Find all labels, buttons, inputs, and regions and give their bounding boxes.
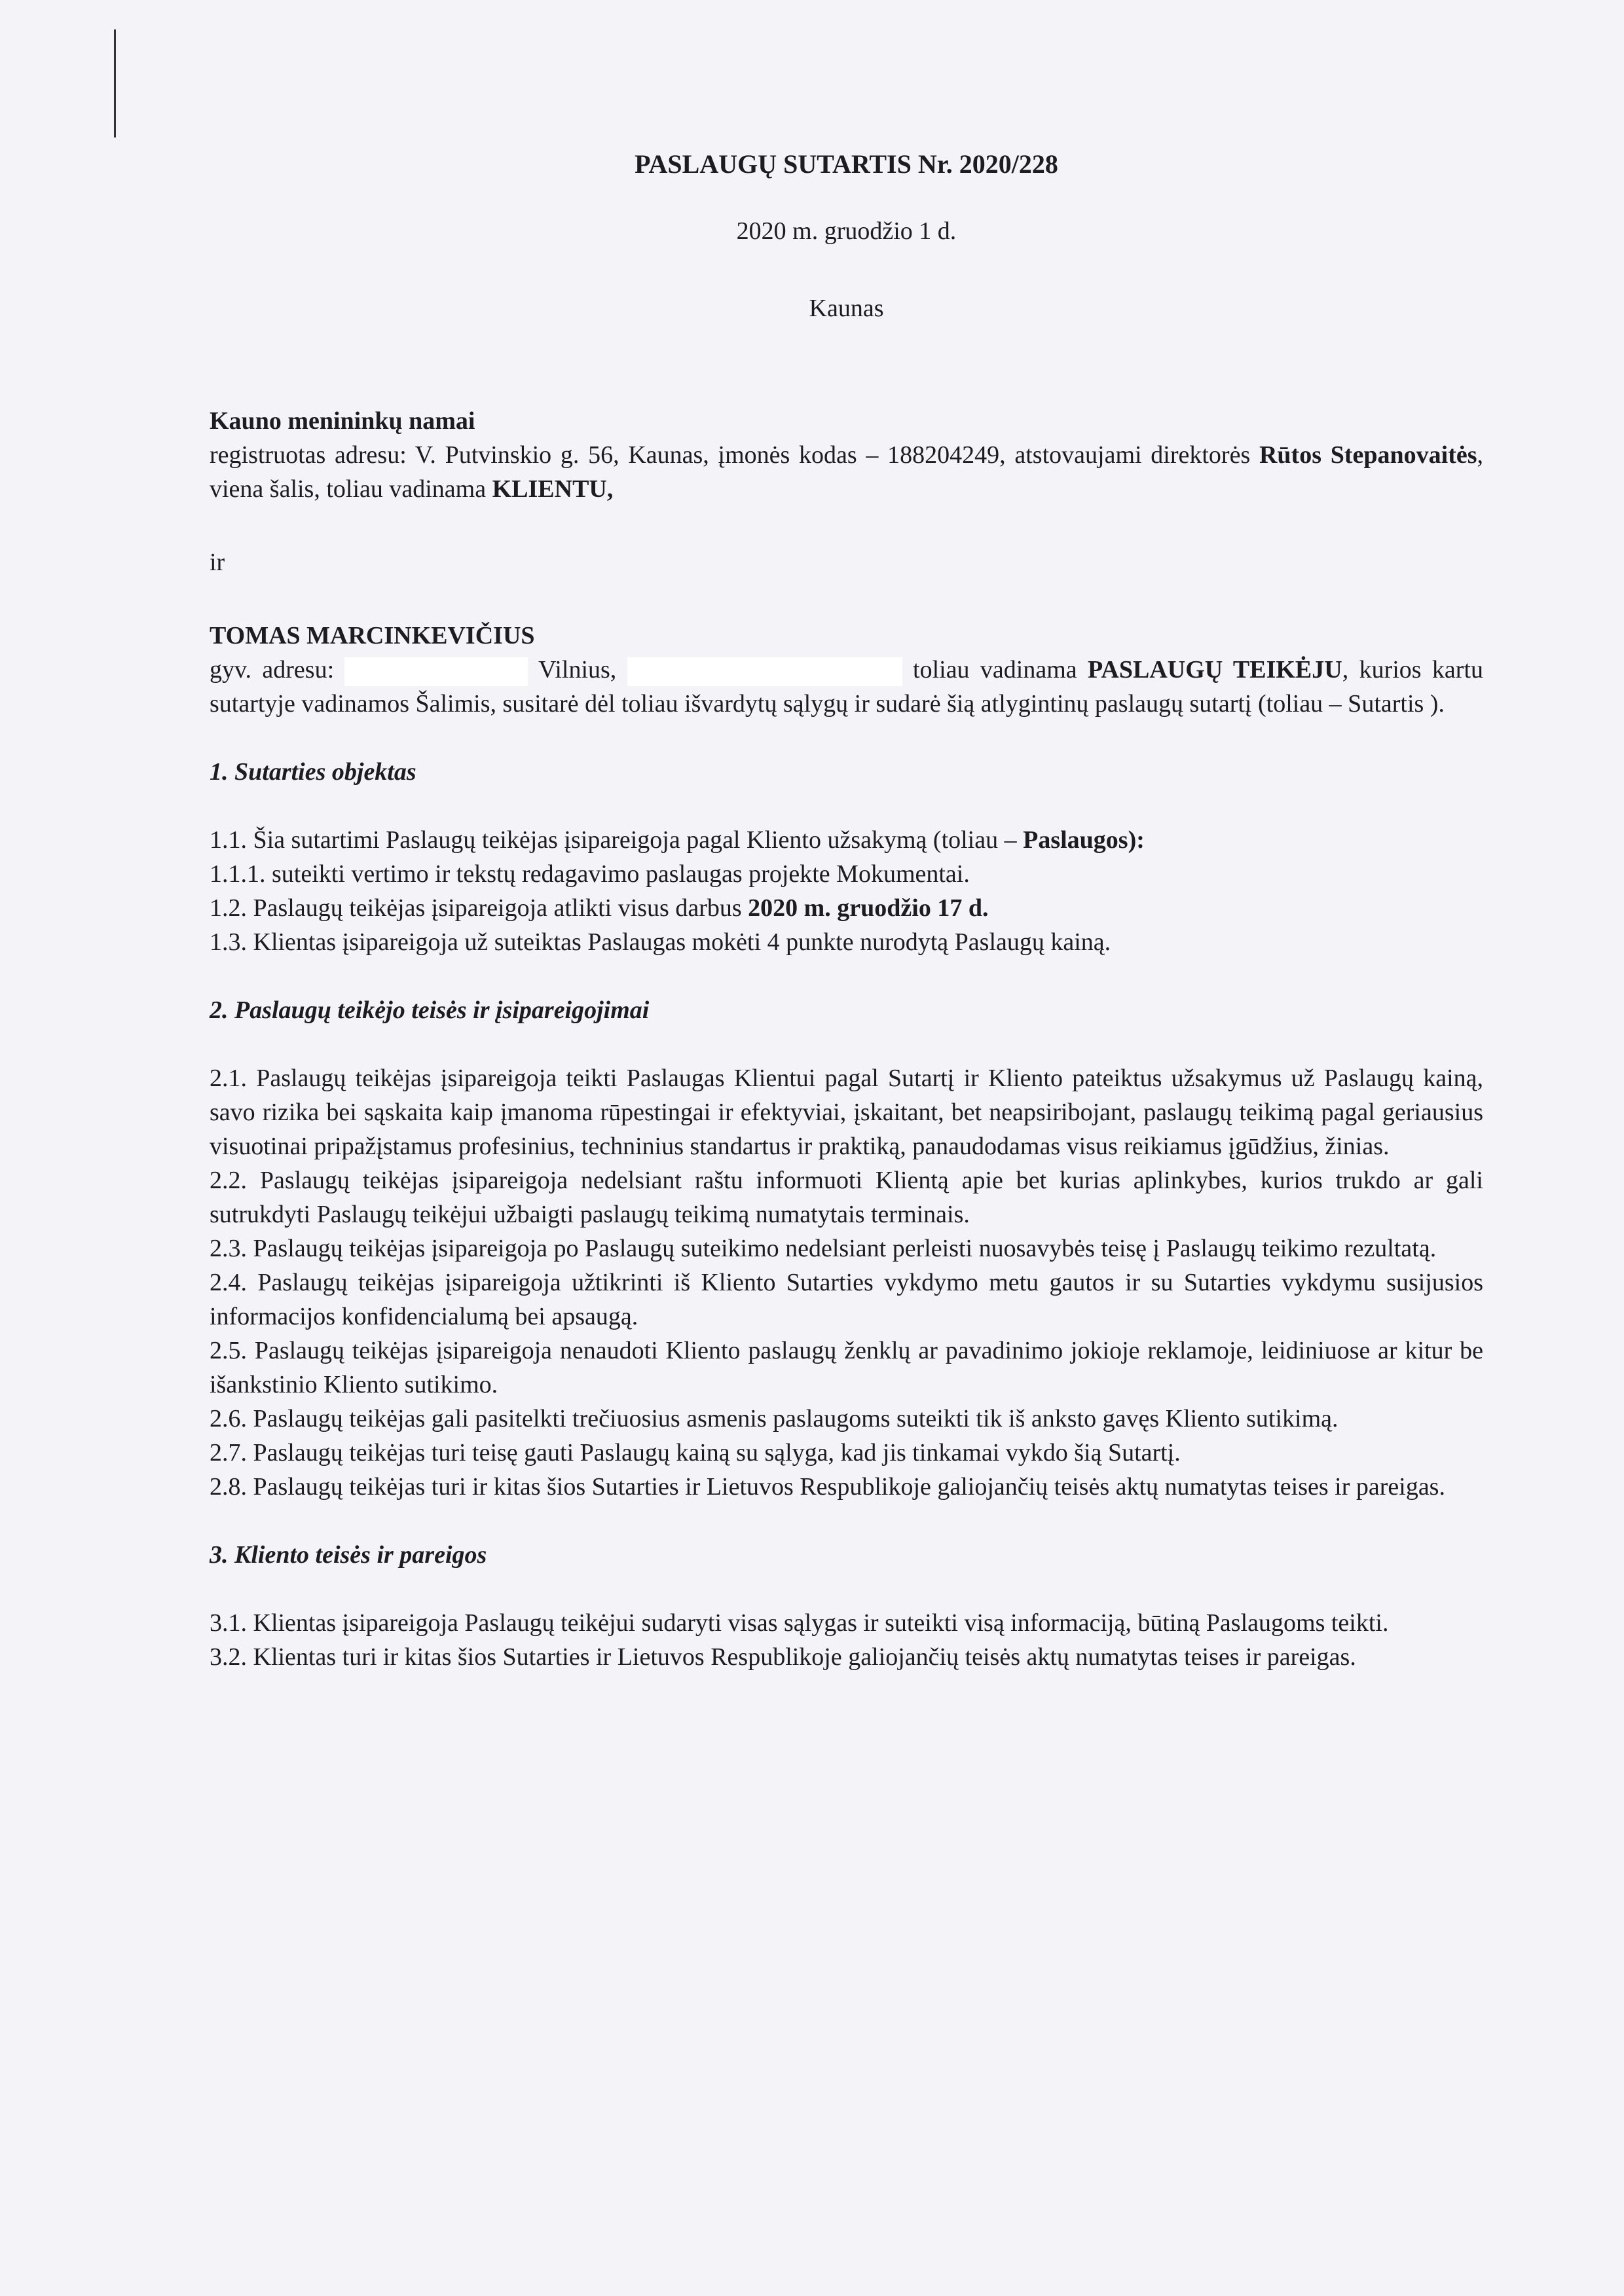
- clause-text: 1.2. Paslaugų teikėjas įsipareigoja atlikti visus darbus: [210, 894, 748, 922]
- contract-date: 2020 m. gruodžio 1 d.: [736, 217, 957, 245]
- contract-document: [210, 147, 1483, 1674]
- clause-2-2: 2.2. Paslaugų teikėjas įsipareigoja nedelsiant raštu informuoti Klientą apie bet kurias aplinkybes, kurios trukdo ar gali sutrukdyti Paslaugų teikėjui užbaigti paslaugų teikimą numatytais terminais.: [210, 1167, 1483, 1228]
- scan-margin-line: [114, 29, 116, 137]
- clause-2-6: 2.6. Paslaugų teikėjas gali pasitelkti trečiuosius asmenis paslaugoms suteikti tik iš anksto gavęs Kliento sutikimą.: [210, 1405, 1338, 1432]
- client-name: Kauno menininkų namai: [210, 407, 475, 435]
- section-1-body: [210, 823, 1483, 959]
- clause-2-4: 2.4. Paslaugų teikėjas įsipareigoja užtikrinti iš Kliento Sutarties vykdymo metu gautos ir su Sutarties vykdymu susijusios informacijos konfidencialumą bei apsaugą.: [210, 1269, 1483, 1330]
- provider-details: [210, 653, 1483, 721]
- clause-2-5: 2.5. Paslaugų teikėjas įsipareigoja nenaudoti Kliento paslaugų ženklų ar pavadinimo jokioje reklamoje, leidiniuose ar kitur be išankstinio Kliento sutikimo.: [210, 1337, 1483, 1398]
- clause-text: 1.1. Šia sutartimi Paslaugų teikėjas įsipareigoja pagal Kliento užsakymą (toliau –: [210, 826, 1024, 854]
- section-3-heading: 3. Kliento teisės ir pareigos: [210, 1541, 487, 1569]
- address-label: gyv. adresu:: [210, 656, 335, 683]
- section-2-body: [210, 1061, 1483, 1504]
- clause-2-1: 2.1. Paslaugų teikėjas įsipareigoja teikti Paslaugas Klientui pagal Sutartį ir Kliento pateiktus užsakymus už Paslaugų kainą, savo rizika bei sąskaita kaip įmanoma rūpestingai ir efektyviai, įskaitant, bet neapsiribojant, paslaugų teikimą pagal geriausius visuotinai pripažįstamus profesinius, techninius standartus ir praktiką, panaudodamas visus reikiamus įgūdžius, žinias.: [210, 1065, 1483, 1160]
- clause-2-7: 2.7. Paslaugų teikėjas turi teisę gauti Paslaugų kainą su sąlyga, kad jis tinkamai vykdo šią Sutartį.: [210, 1439, 1181, 1467]
- client-representative: Rūtos Stepanovaitės: [1259, 441, 1477, 469]
- client-address: registruotas adresu: V. Putvinskio g. 56, Kaunas, įmonės kodas – 188204249, atstovaujami direktorės: [210, 441, 1251, 469]
- clause-1-1: [210, 823, 1483, 857]
- clause-2-3: 2.3. Paslaugų teikėjas įsipareigoja po Paslaugų suteikimo nedelsiant perleisti nuosavybės teisę į Paslaugų teikimo rezultatą.: [210, 1235, 1437, 1262]
- contract-title: PASLAUGŲ SUTARTIS Nr. 2020/228: [635, 149, 1058, 179]
- address-city: Vilnius,: [538, 656, 617, 683]
- contract-city: Kaunas: [809, 295, 884, 322]
- provider-text-rest: , kurios kartu sutartyje vadinamos Šalimis, susitarė dėl toliau išvardytų sąlygų ir sudarė šią atlygintinų paslaugų sutartį (toliau – Sutartis ).: [210, 656, 1483, 718]
- clause-bold: Paslaugos):: [1023, 826, 1145, 854]
- provider-name: TOMAS MARCINKEVIČIUS: [210, 622, 535, 649]
- deadline-date: 2020 m. gruodžio 17 d.: [748, 894, 989, 922]
- clause-1-3: 1.3. Klientas įsipareigoja už suteiktas Paslaugas mokėti 4 punkte nurodytą Paslaugų kainą.: [210, 928, 1111, 956]
- client-role: KLIENTU,: [492, 475, 614, 503]
- redacted-street: [344, 657, 528, 686]
- client-text: , viena šalis, toliau vadinama: [210, 441, 1484, 503]
- provider-text: toliau vadinama: [913, 656, 1088, 683]
- section-1-heading: 1. Sutarties objektas: [210, 758, 416, 786]
- clause-3-1: 3.1. Klientas įsipareigoja Paslaugų teikėjui sudaryti visas sąlygas ir suteikti visą informaciją, būtiną Paslaugoms teikti.: [210, 1609, 1389, 1637]
- provider-role: PASLAUGŲ TEIKĖJU: [1088, 656, 1342, 683]
- redacted-postcode: [627, 657, 902, 686]
- section-3-body: [210, 1606, 1483, 1674]
- clause-1-1-1: 1.1.1. suteikti vertimo ir tekstų redagavimo paslaugas projekte Mokumentai.: [210, 860, 970, 888]
- clause-3-2: 3.2. Klientas turi ir kitas šios Sutarties ir Lietuvos Respublikoje galiojančių teisės aktų numatytas teises ir pareigas.: [210, 1643, 1356, 1671]
- section-2-heading: 2. Paslaugų teikėjo teisės ir įsipareigojimai: [210, 996, 650, 1024]
- conjunction: ir: [210, 549, 225, 576]
- clause-1-2: [210, 891, 1483, 925]
- client-details: [210, 438, 1483, 506]
- clause-2-8: 2.8. Paslaugų teikėjas turi ir kitas šios Sutarties ir Lietuvos Respublikoje galiojančių teisės aktų numatytas teises ir pareigas.: [210, 1473, 1445, 1501]
